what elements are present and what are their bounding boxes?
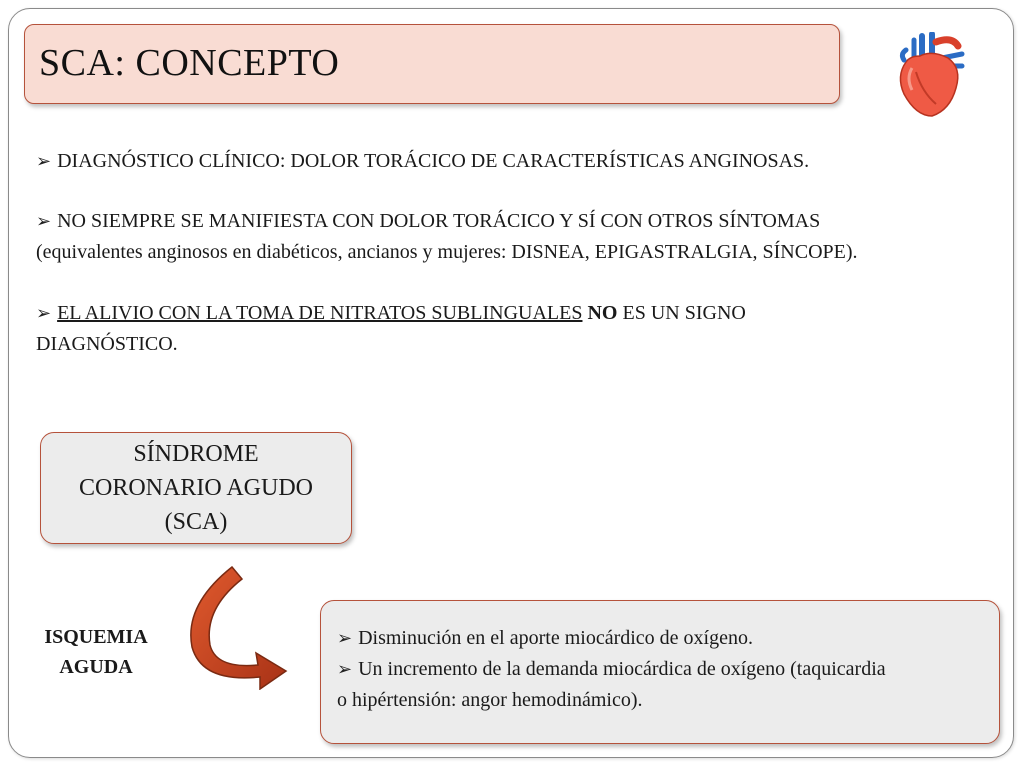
bullet-arrow-icon: ➢: [36, 303, 52, 323]
bullet-arrow-icon: ➢: [337, 659, 353, 679]
info-item-1: [337, 623, 983, 654]
bullet-1: [36, 146, 936, 177]
info-item-2: [337, 654, 983, 685]
bullet-arrow-icon: ➢: [36, 211, 52, 231]
sca-line-1: SÍNDROME: [133, 441, 259, 467]
bullet-2-line2: (equivalentes anginosos en diabéticos, ancianos y mujeres: DISNEA, EPIGASTRALGIA, SÍNCOPE).: [36, 241, 858, 263]
title-banner: [24, 24, 840, 104]
isquemia-line-2: AGUDA: [59, 656, 133, 678]
bullet-2: [36, 206, 936, 268]
isquemia-line-1: ISQUEMIA: [44, 626, 148, 648]
sca-line-3: (SCA): [164, 509, 228, 535]
sca-box: [40, 432, 352, 544]
heart-icon: [892, 32, 966, 118]
slide-title: SCA: CONCEPTO: [39, 42, 340, 84]
info-item-2-line1: Un incremento de la demanda miocárdica de oxígeno (taquicardia: [358, 658, 886, 680]
info-item-1-text: Disminución en el aporte miocárdico de oxígeno.: [358, 627, 753, 649]
curved-arrow-icon: [180, 565, 290, 690]
bullet-arrow-icon: ➢: [36, 151, 52, 171]
bullet-3-bold: NO: [587, 302, 618, 324]
bullet-3: [36, 298, 936, 360]
bullet-arrow-icon: ➢: [337, 628, 353, 648]
isquemia-label: [30, 622, 162, 682]
bullet-2-line1: NO SIEMPRE SE MANIFIESTA CON DOLOR TORÁCICO Y SÍ CON OTROS SÍNTOMAS: [57, 210, 821, 232]
info-box: [320, 600, 1000, 744]
bullet-1-text: DIAGNÓSTICO CLÍNICO: DOLOR TORÁCICO DE CARACTERÍSTICAS ANGINOSAS.: [57, 150, 810, 172]
bullet-3-underlined: EL ALIVIO CON LA TOMA DE NITRATOS SUBLINGUALES: [57, 302, 583, 324]
bullet-3-line2: DIAGNÓSTICO.: [36, 333, 178, 355]
bullet-3-rest: ES UN SIGNO: [622, 302, 746, 324]
info-item-2-line2: o hipértensión: angor hemodinámico).: [337, 689, 643, 711]
sca-line-2: CORONARIO AGUDO: [78, 475, 313, 501]
